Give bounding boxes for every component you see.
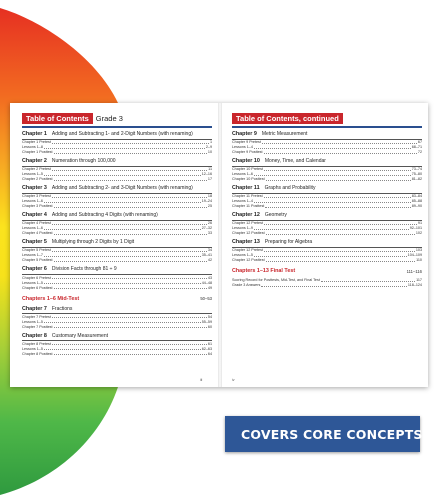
toc-entry	[22, 325, 212, 330]
toc-header	[22, 113, 212, 124]
entry-label: Lessons 1–9	[232, 226, 253, 231]
entry-label: Chapter 8 Posttest	[22, 351, 53, 356]
entry-page: 64	[207, 351, 212, 356]
chapter-heading	[232, 131, 422, 138]
dot-leader	[44, 226, 201, 230]
entry-page: 103	[415, 248, 422, 253]
header-rule	[232, 126, 422, 128]
toc-entry	[22, 231, 212, 236]
chapter-title: Fractions	[51, 305, 73, 312]
entry-label: Chapter 2 Posttest	[22, 177, 53, 182]
chapter-title: Metric Measurement	[261, 131, 308, 137]
toc-entry	[232, 150, 422, 155]
entry-label: Chapter 12 Posttest	[232, 231, 265, 236]
entry-label: Chapter 5 Pretest	[22, 248, 51, 253]
entry-label: Chapter 9 Posttest	[232, 150, 263, 155]
chapter-number: Chapter 13	[232, 239, 260, 246]
chapter-rule	[232, 166, 422, 167]
dot-leader	[254, 226, 409, 230]
mid-test-row	[22, 295, 212, 303]
entry-label: Lessons 1–4	[232, 145, 253, 150]
chapter-heading	[22, 212, 212, 219]
left-chapter-list-continued	[22, 306, 212, 357]
chapter-block	[22, 266, 212, 290]
entry-page: 17	[207, 177, 212, 182]
entry-label: Chapter 8 Pretest	[22, 341, 51, 346]
entry-page: 117	[416, 278, 422, 283]
entry-label: Chapter 3 Pretest	[22, 194, 51, 199]
entry-page: 73–74	[411, 167, 422, 172]
entry-page: 44–48	[201, 280, 212, 285]
dot-leader	[54, 231, 207, 235]
chapter-title: Adding and Subtracting 4 Digits (with renaming)	[51, 212, 158, 219]
dot-leader	[52, 248, 207, 252]
entry-label: Chapter 2 Pretest	[22, 167, 51, 172]
entry-page: 2–9	[205, 145, 212, 150]
chapter-rule	[22, 340, 212, 341]
dot-leader	[44, 172, 201, 176]
entry-label: Chapter 11 Pretest	[232, 194, 263, 199]
chapter-rule	[232, 220, 422, 221]
chapter-number: Chapter 5	[22, 239, 47, 246]
chapter-title: Preparing for Algebra	[264, 239, 313, 246]
entry-page: 92–101	[409, 226, 422, 231]
right-chapter-list	[232, 131, 422, 263]
dot-leader	[52, 276, 207, 280]
chapter-block	[232, 212, 422, 236]
chapter-block	[22, 239, 212, 263]
dot-leader	[254, 253, 407, 257]
toc-header-continued	[232, 113, 422, 124]
chapter-number: Chapter 4	[22, 212, 47, 219]
toc-entry	[232, 258, 422, 263]
dot-leader	[264, 221, 417, 225]
chapter-title: Multiplying through 2 Digits by 1 Digit	[51, 239, 135, 246]
chapter-rule	[232, 247, 422, 248]
chapter-rule	[22, 220, 212, 221]
chapter-number: Chapter 2	[22, 158, 47, 165]
entry-page: 19–24	[201, 199, 212, 204]
chapter-block	[22, 158, 212, 182]
entry-label: Grade 3 Answers	[232, 283, 261, 288]
chapter-heading	[232, 185, 422, 192]
chapter-heading	[232, 239, 422, 246]
dot-leader	[254, 145, 411, 149]
extras-list	[232, 278, 422, 288]
entry-label: Chapter 12 Pretest	[232, 221, 263, 226]
entry-page: 34	[207, 248, 212, 253]
toc-entry	[22, 286, 212, 291]
toc-entry	[22, 204, 212, 209]
chapter-heading	[22, 333, 212, 340]
dot-leader	[264, 167, 411, 171]
chapter-block	[22, 333, 212, 357]
final-test-title: Chapters 1–13 Final Test	[232, 268, 296, 275]
final-test-page: 111–116	[406, 268, 422, 274]
chapter-block	[22, 131, 212, 155]
chapter-title: Customary Measurement	[51, 332, 109, 339]
mid-test-title: Chapters 1–6 Mid-Test	[22, 295, 80, 302]
chapter-title: Adding and Subtracting 2- and 3-Digit Numbers (with renaming)	[51, 185, 193, 192]
entry-page: 62–63	[201, 346, 212, 351]
entry-label: Chapter 10 Posttest	[232, 177, 265, 182]
dot-leader	[44, 199, 201, 203]
entry-label: Lessons 1–5	[22, 346, 43, 351]
chapter-heading	[22, 266, 212, 273]
entry-page: 89–90	[411, 204, 422, 209]
chapter-number: Chapter 11	[232, 185, 260, 192]
chapter-number: Chapter 7	[22, 305, 47, 312]
chapter-title: Adding and Subtracting 1- and 2-Digit Numbers (with renaming)	[51, 131, 193, 137]
chapter-title: Division Facts through 81 ÷ 9	[51, 266, 117, 273]
dot-leader	[261, 283, 407, 287]
entry-label: Lessons 1–5	[22, 319, 43, 324]
dot-leader	[54, 150, 207, 154]
chapter-number: Chapter 6	[22, 266, 47, 273]
entry-label: Lessons 1–4	[232, 199, 253, 204]
toc-entry	[22, 258, 212, 263]
dot-leader	[264, 150, 417, 154]
entry-page: 35–41	[201, 253, 212, 258]
entry-page: 54	[207, 314, 212, 319]
chapter-block	[232, 185, 422, 209]
chapter-block	[232, 131, 422, 155]
toc-title-continued: Table of Contents, continued	[232, 113, 343, 124]
chapter-number: Chapter 3	[22, 185, 47, 192]
dot-leader	[52, 194, 207, 198]
entry-page: 42	[207, 258, 212, 263]
dot-leader	[54, 258, 207, 262]
toc-entry	[232, 204, 422, 209]
dot-leader	[54, 325, 207, 329]
entry-page: 33	[207, 231, 212, 236]
toc-title: Table of Contents	[22, 113, 93, 124]
entry-label: Chapter 3 Posttest	[22, 204, 53, 209]
dot-leader	[44, 253, 201, 257]
entry-page: 12–16	[201, 172, 212, 177]
entry-label: Chapter 12 Pretest	[232, 248, 263, 253]
chapter-title: Numeration through 100,000	[51, 158, 116, 165]
chapter-rule	[22, 193, 212, 194]
chapter-rule	[232, 139, 422, 140]
dot-leader	[266, 177, 411, 181]
chapter-title: Money, Time, and Calendar	[264, 158, 326, 165]
header-rule	[22, 126, 212, 128]
badge-text: COVERS CORE CONCEPTS	[241, 426, 423, 442]
toc-entry	[22, 177, 212, 182]
entry-page: 67	[417, 140, 422, 145]
dot-leader	[52, 140, 209, 144]
chapter-heading	[232, 212, 422, 219]
dot-leader	[54, 352, 207, 356]
book-gutter	[218, 103, 222, 387]
chapter-heading	[22, 131, 212, 138]
entry-label: Lessons 1–5	[22, 172, 43, 177]
entry-label: Chapter 10 Pretest	[232, 167, 263, 172]
left-chapter-list	[22, 131, 212, 291]
left-page-number: iii	[200, 378, 203, 382]
entry-page: 104–109	[407, 253, 422, 258]
entry-label: Chapter 6 Pretest	[22, 275, 51, 280]
right-page	[232, 113, 422, 288]
entry-page: 60	[207, 324, 212, 329]
chapter-number: Chapter 12	[232, 212, 260, 219]
toc-entry	[232, 177, 422, 182]
chapter-number: Chapter 1	[22, 131, 47, 137]
chapter-number: Chapter 10	[232, 158, 260, 165]
dot-leader	[44, 347, 201, 351]
dot-leader	[264, 248, 415, 252]
entry-label: Chapter 9 Pretest	[232, 140, 261, 145]
entry-page: 85–88	[411, 199, 422, 204]
chapter-heading	[22, 306, 212, 313]
entry-label: Scoring Record for Posttests, Mid-Test, and Final Test	[232, 278, 320, 283]
dot-leader	[44, 281, 201, 285]
toc-entry	[232, 283, 422, 288]
entry-page: 49	[207, 285, 212, 290]
entry-label: Lessons 1–8	[22, 145, 43, 150]
dot-leader	[266, 231, 415, 235]
dot-leader	[54, 286, 207, 290]
chapter-number: Chapter 8	[22, 332, 47, 339]
dot-leader	[52, 342, 207, 346]
entry-label: Chapter 12 Posttest	[232, 258, 265, 263]
entry-label: Chapter 1 Posttest	[22, 150, 53, 155]
chapter-block	[22, 212, 212, 236]
toc-entry	[22, 150, 212, 155]
dot-leader	[262, 140, 417, 144]
chapter-rule	[232, 193, 422, 194]
entry-page: 102	[415, 231, 422, 236]
chapter-block	[232, 239, 422, 263]
entry-page: 1	[209, 140, 212, 145]
chapter-number: Chapter 9	[232, 131, 257, 137]
entry-label: Chapter 7 Pretest	[22, 314, 51, 319]
chapter-block	[232, 158, 422, 182]
chapter-heading	[232, 158, 422, 165]
chapter-rule	[22, 166, 212, 167]
final-test-row	[232, 267, 422, 275]
entry-page: 75–80	[411, 172, 422, 177]
entry-page: 91	[417, 221, 422, 226]
entry-page: 10	[207, 150, 212, 155]
entry-label: Chapter 1 Pretest	[22, 140, 51, 145]
chapter-rule	[22, 313, 212, 314]
entry-page: 18	[207, 194, 212, 199]
entry-page: 68–71	[411, 145, 422, 150]
entry-page: 55–59	[201, 319, 212, 324]
grade-label: Grade 3	[95, 114, 123, 123]
entry-page: 81–82	[411, 177, 422, 182]
entry-page: 61	[207, 341, 212, 346]
entry-page: 72	[417, 150, 422, 155]
entry-label: Lessons 1–7	[22, 253, 43, 258]
left-page	[22, 113, 212, 357]
entry-label: Chapter 4 Posttest	[22, 231, 53, 236]
dot-leader	[321, 278, 415, 282]
right-page-number: iv	[232, 378, 235, 382]
open-book	[10, 103, 428, 387]
chapter-heading	[22, 158, 212, 165]
dot-leader	[254, 199, 411, 203]
entry-label: Lessons 1–6	[22, 226, 43, 231]
chapter-title: Graphs and Probability	[264, 185, 316, 192]
chapter-heading	[22, 185, 212, 192]
entry-page: 11	[208, 167, 212, 172]
entry-page: 27–32	[201, 226, 212, 231]
entry-page: 118–124	[407, 283, 422, 288]
chapter-rule	[22, 139, 212, 140]
chapter-rule	[22, 247, 212, 248]
entry-label: Lessons 1–6	[22, 199, 43, 204]
dot-leader	[52, 221, 207, 225]
dot-leader	[44, 145, 205, 149]
chapter-rule	[22, 274, 212, 275]
entry-label: Chapter 5 Posttest	[22, 258, 53, 263]
dot-leader	[52, 315, 207, 319]
chapter-block	[22, 185, 212, 209]
entry-page: 110	[416, 258, 422, 263]
entry-label: Chapter 11 Posttest	[232, 204, 265, 209]
entry-page: 83–84	[411, 194, 422, 199]
dot-leader	[54, 177, 207, 181]
chapter-title: Geometry	[264, 212, 287, 219]
entry-label: Chapter 6 Posttest	[22, 285, 53, 290]
dot-leader	[254, 172, 411, 176]
covers-core-concepts-badge	[225, 416, 423, 452]
dot-leader	[54, 204, 207, 208]
entry-label: Chapter 7 Posttest	[22, 324, 53, 329]
entry-label: Chapter 4 Pretest	[22, 221, 51, 226]
dot-leader	[52, 167, 207, 171]
mid-test-page: 50–53	[200, 296, 212, 302]
dot-leader	[44, 320, 201, 324]
entry-label: Lessons 1–5	[22, 280, 43, 285]
entry-label: Lessons 1–5	[232, 253, 253, 258]
entry-page: 25	[207, 204, 212, 209]
toc-entry	[232, 231, 422, 236]
entry-page: 26	[207, 221, 212, 226]
chapter-block	[22, 306, 212, 330]
dot-leader	[264, 194, 411, 198]
dot-leader	[265, 204, 410, 208]
entry-page: 43	[207, 275, 212, 280]
dot-leader	[266, 258, 416, 262]
entry-label: Lessons 1–6	[232, 172, 253, 177]
chapter-heading	[22, 239, 212, 246]
toc-entry	[22, 352, 212, 357]
